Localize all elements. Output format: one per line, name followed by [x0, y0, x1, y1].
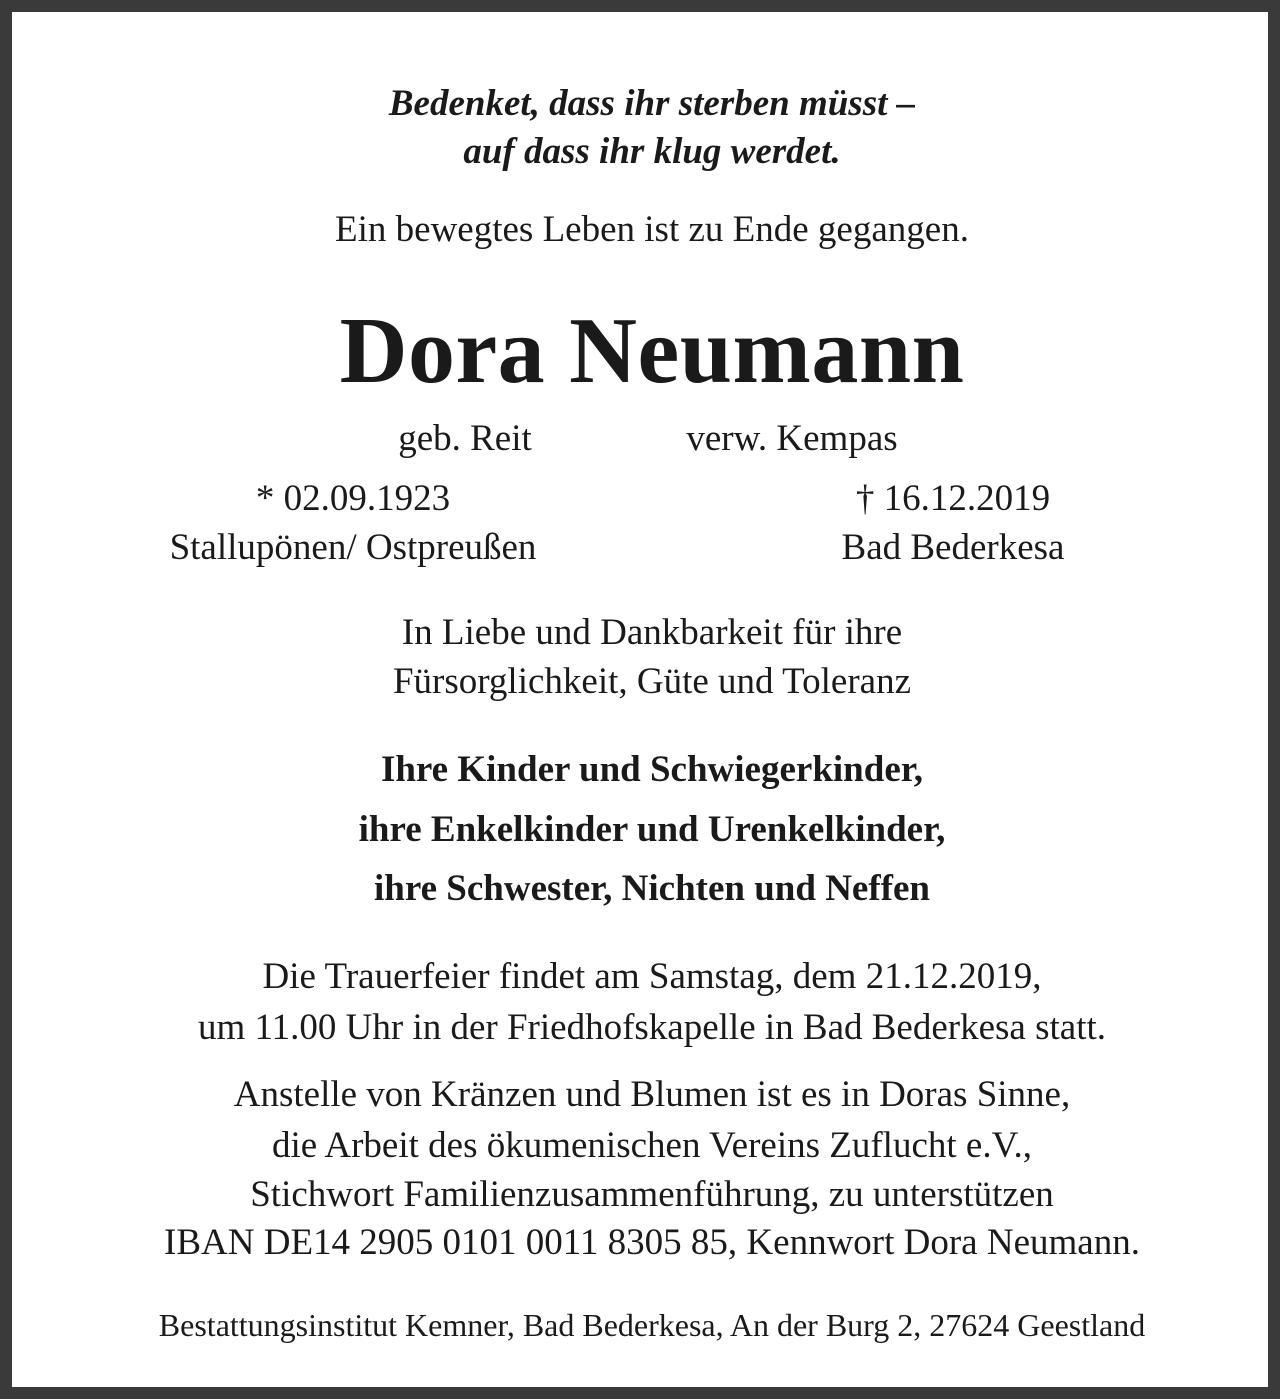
funeral-line-1: Die Trauerfeier findet am Samstag, dem 21.12.2019,	[262, 956, 1042, 997]
intro-text: Ein bewegtes Leben ist zu Ende gegangen.	[335, 209, 969, 250]
mourners-line-3: ihre Schwester, Nichten und Neffen	[373, 868, 930, 909]
widowed-name: verw. Kempas	[686, 418, 898, 459]
dedication-line-2: Fürsorglichkeit, Güte und Toleranz	[392, 661, 912, 702]
funeral-home-footer: Bestattungsinstitut Kemner, Bad Bederkesa, An der Burg 2, 27624 Geestland	[158, 1307, 1146, 1343]
death-place: Bad Bederkesa	[841, 527, 1065, 568]
death-date: † 16.12.2019	[855, 478, 1051, 519]
donation-line-2: die Arbeit des ökumenischen Vereins Zuflucht e.V.,	[271, 1125, 1033, 1166]
birth-place: Stallupönen/ Ostpreußen	[169, 527, 537, 568]
maiden-name: geb. Reit	[398, 418, 532, 459]
funeral-line-2: um 11.00 Uhr in der Friedhofskapelle in Bad Bederkesa statt.	[198, 1007, 1106, 1048]
motto-line-1: Bedenket, dass ihr sterben müsst –	[388, 83, 916, 124]
birth-date: * 02.09.1923	[255, 478, 451, 519]
donation-line-4: IBAN DE14 2905 0101 0011 8305 85, Kennwort Dora Neumann.	[164, 1222, 1140, 1263]
mourners-line-1: Ihre Kinder und Schwiegerkinder,	[380, 749, 924, 790]
donation-line-3: Stichwort Familienzusammenführung, zu unterstützen	[250, 1174, 1054, 1215]
mourners-line-2: ihre Enkelkinder und Urenkelkinder,	[358, 809, 946, 850]
dedication-line-1: In Liebe und Dankbarkeit für ihre	[401, 612, 903, 653]
donation-line-1: Anstelle von Kränzen und Blumen ist es in Doras Sinne,	[233, 1074, 1071, 1115]
deceased-name: Dora Neumann	[339, 299, 965, 403]
motto-line-2: auf dass ihr klug werdet.	[463, 131, 841, 172]
